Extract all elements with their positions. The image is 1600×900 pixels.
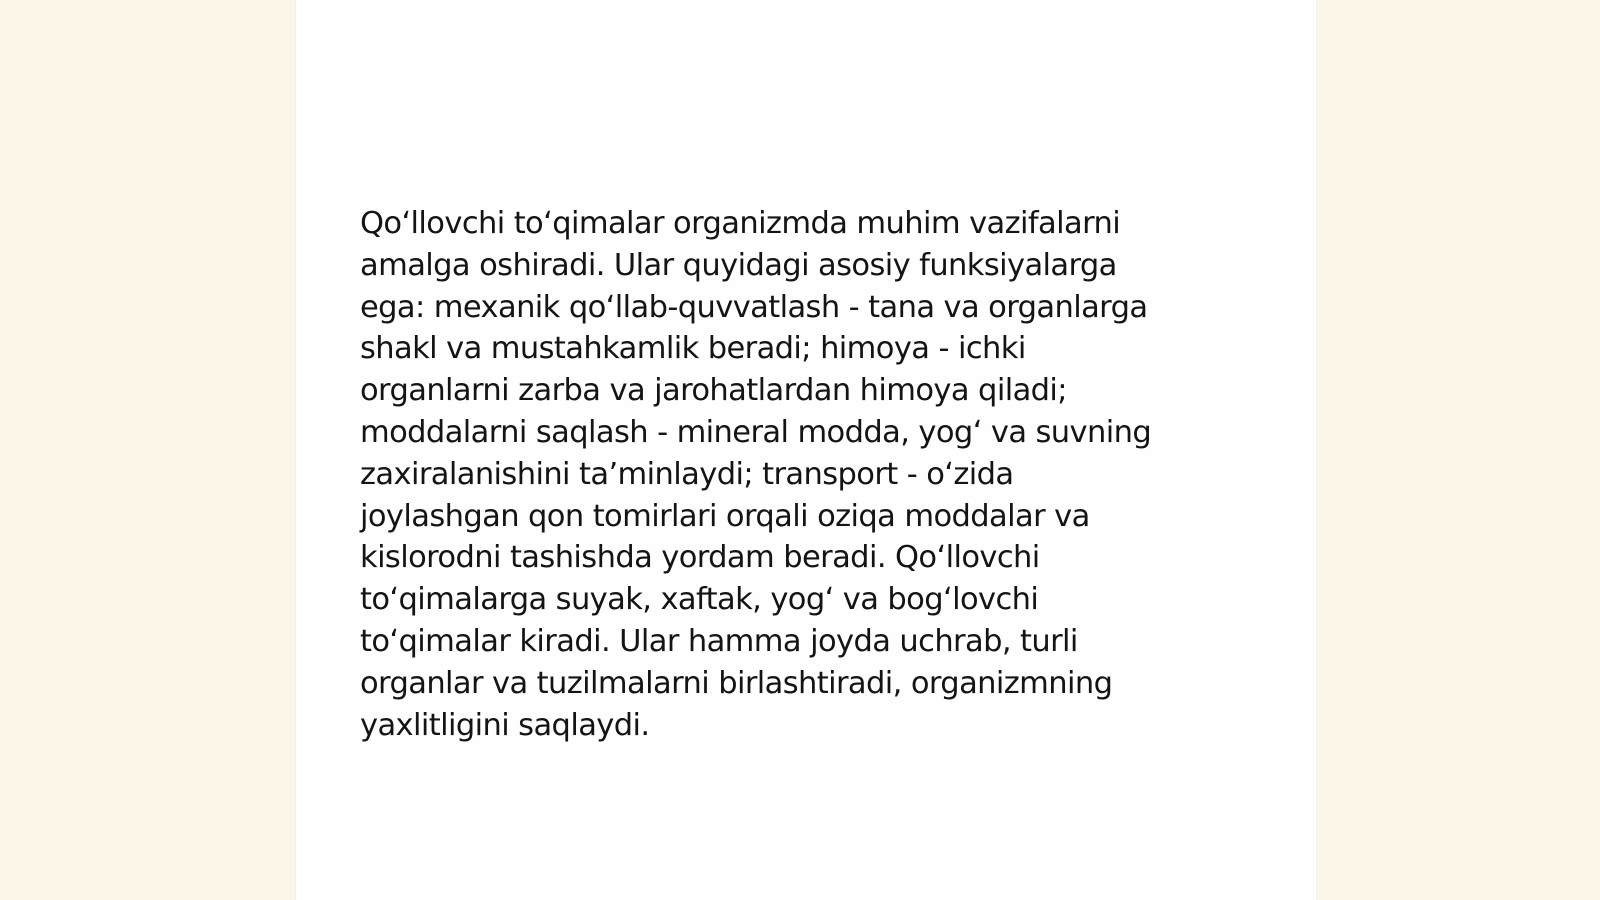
left-margin xyxy=(0,0,296,900)
slide xyxy=(296,0,1316,900)
text-line: organlar va tuzilmalarni birlashtiradi, organizmning xyxy=(360,665,1113,701)
right-margin xyxy=(1316,0,1600,900)
text-line: organlarni zarba va jarohatlardan himoya qiladi; xyxy=(360,373,1067,409)
text-line: zaxiralanishini ta’minlaydi; transport - o‘zida xyxy=(360,456,1014,492)
text-line: moddalarni saqlash - mineral modda, yog‘ va suvning xyxy=(360,414,1152,450)
text-line: Qo‘llovchi to‘qimalar organizmda muhim vazifalarni xyxy=(360,206,1121,241)
text-line: amalga oshiradi. Ular quyidagi asosiy funksiyalarga xyxy=(360,247,1117,283)
text-line: ega: mexanik qo‘llab-quvvatlash - tana va organlarga xyxy=(360,289,1148,325)
body-paragraph xyxy=(360,203,1240,746)
text-line: to‘qimalarga suyak, xaftak, yog‘ va bog‘lovchi xyxy=(360,582,1039,618)
text-line: to‘qimalar kiradi. Ular hamma joyda uchrab, turli xyxy=(360,623,1078,659)
text-line: shakl va mustahkamlik beradi; himoya - ichki xyxy=(360,331,1026,367)
text-line: kislorodni tashishda yordam beradi. Qo‘llovchi xyxy=(360,540,1040,576)
text-line: joylashgan qon tomirlari orqali oziqa moddalar va xyxy=(360,498,1090,534)
text-line: yaxlitligini saqlaydi. xyxy=(360,707,650,743)
